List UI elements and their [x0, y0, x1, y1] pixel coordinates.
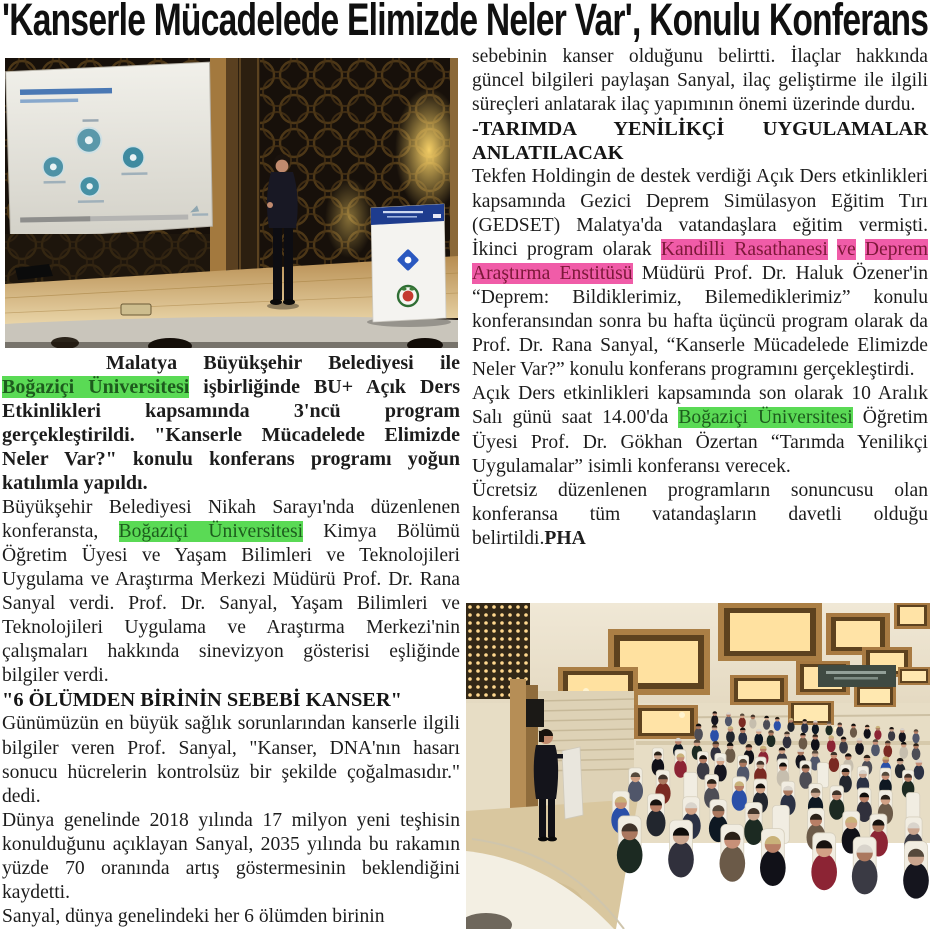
floor-plate [121, 304, 151, 315]
projection-screen [6, 62, 213, 240]
paragraph: Açık Ders etkinlikleri kapsamında son olarak 10 Aralık Salı günü saat 14.00'da Boğaziçi Üniversitesi Öğretim Üyesi Prof. Dr. Gökhan Özertan “Tarımda Yenilikçi Uygulamalar” isimli konferansı verecek. [472, 383, 929, 477]
photo-presentation [5, 58, 458, 348]
section-heading: "6 ÖLÜMDEN BİRİNİN SEBEBİ KANSER" [2, 689, 402, 712]
paragraph: Büyükşehir Belediyesi Nikah Sarayı'nda düzenlenen konferansta, Boğaziçi Üniversitesi Kimya Bölümü Öğretim Üyesi ve Yaşam Bilimleri ve Teknolojileri Uygulama ve Araştırma Merkezi Müdürü Prof. Dr. Rana Sanyal verdi. Prof. Dr. Sanyal, Yaşam Bilimleri ve Teknolojileri Uygulama ve Araştırma Merkezi'nin çalışmaları hakkında sinevizyon gösterisi eşliğinde bilgiler verdi. [2, 496, 460, 687]
photo-audience [466, 603, 930, 929]
paragraph: sebebinin kanser olduğunu belirtti. İlaçlar hakkında güncel bilgileri paylaşan Sanyal, ilaç geliştirme ile ilgili süreçleri anlatarak ilaç yapımının önemi üzerinde durdu. [472, 46, 928, 116]
intro-paragraph: Malatya Büyükşehir Belediyesi ile Boğaziçi Üniversitesi işbirliğinde BU+ Açık Ders Etkinlikleri kapsamında 3'ncü program gerçekleştirildi. "Kanserle Mücadelede Elimizde Neler Var?" konulu konferans programı yoğun katılımla yapıldı. [2, 352, 460, 495]
paragraph: Tekfen Holdingin de destek verdiği Açık Ders etkinlikleri kapsamında Gezici Deprem Simülasyon Eğitim Tırı (GEDSET) Malatya'da vatandaşlara eğitim vermişti. İkinci program olarak Kandilli Rasathanesi ve Deprem Araştırma Enstitüsü Müdürü Prof. Dr. Haluk Özener'in “Deprem: Bildiklerimiz, Bilemediklerimiz” konulu konferansından sonra bu hafta üçüncü program olarak da Prof. Dr. Rana Sanyal, “Kanserle Mücadelede Elimizde Neler Var?” konulu konferans programını gerçekleştirdi. [472, 166, 929, 381]
paragraph: Dünya genelinde 2018 yılında 17 milyon yeni teşhisin konulduğunu açıklayan Sanyal, 2035 yılında bu rakamın yüzde 70 oranında artış göstermesinin beklendiğini kaydetti. [2, 809, 460, 904]
speaker-box [526, 699, 544, 727]
wall-sign [818, 665, 896, 687]
column-right [472, 45, 928, 551]
paragraph: Sanyal, dünya genelindeki her 6 ölümden birinin [2, 906, 385, 928]
wood-pillar [210, 58, 226, 272]
stage-podium [562, 747, 583, 819]
paragraph: Ücretsiz düzenlenen programların sonuncusu olan konferansa tüm vatandaşların davetli olduğu belirtildi.PHA [472, 479, 928, 549]
column-left [2, 351, 460, 929]
headline [2, 0, 928, 46]
paragraph: Günümüzün en büyük sağlık sorunlarından kanserle ilgili bilgiler veren Prof. Sanyal, "Kanser, DNA'nın hasarı sonucu hücrelerin kontrolsüz bir şekilde çoğalmasıdır." dedi. [2, 713, 460, 807]
section-heading: -TARIMDA YENİLİKÇİ UYGULAMALAR ANLATILACAK [472, 118, 928, 165]
headline-text: 'Kanserle Mücadelede Elimizde Neler Var', Konulu Konferans [2, 0, 929, 45]
podium [367, 204, 451, 327]
